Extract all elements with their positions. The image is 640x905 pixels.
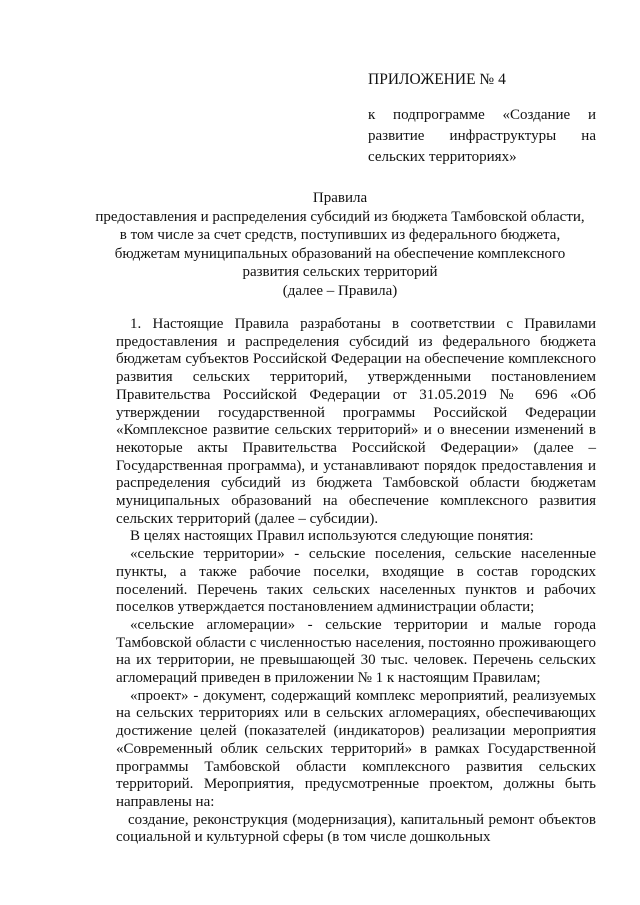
title-line: бюджетам муниципальных образований на обеспечение комплексного (114, 245, 566, 262)
title-line: предоставления и распределения субсидий из бюджета Тамбовской области, (95, 208, 585, 225)
appendix-subtitle: к подпрограмме «Создание и развитие инфраструктуры на сельских территориях» (368, 107, 596, 165)
document-title (80, 189, 600, 301)
paragraph: «сельские агломерации» - сельские территории и малые города Тамбовской области с численностью населения, постоянно проживающего на их территории, не превышающей 30 тыс. человек. Перечень сельских агломераций приведен в приложении № 1 к настоящим Правилам; (116, 616, 596, 687)
paragraph: В целях настоящих Правил используются следующие понятия: (130, 528, 534, 545)
paragraph: 1. Настоящие Правила разработаны в соответствии с Правилами предоставления и распределения субсидий из федерального бюджета бюджетам субъектов Российской Федерации на обеспечение комплексного развития сельских территорий, утвержденными постановлением Правительства Российской Федерации от 31.05.2019 № 696 «Об утверждении государственной программы Российской Федерации «Комплексное развитие сельских территорий» и о внесении изменений в некоторые акты Правительства Российской Федерации» (далее – Государственная программа), и устанавливают порядок предоставления и распределения субсидий из бюджета Тамбовской области бюджетам муниципальных образований на обеспечение комплексного развития сельских территорий (далее – субсидии). (116, 316, 596, 527)
title-line: развития сельских территорий (242, 264, 438, 281)
paragraph: «сельские территории» - сельские поселения, сельские населенные пункты, а также рабочие поселки, входящие в состав городских поселений. Перечень таких сельских населенных пунктов и рабочих поселков утверждается постановлением администрации области; (116, 546, 596, 616)
title-line: в том числе за счет средств, поступивших из федерального бюджета, (119, 227, 561, 244)
paragraph: создание, реконструкция (модернизация), капитальный ремонт объектов социальной и культурной сферы (в том числе дошкольных (116, 811, 596, 846)
title-line: Правила (312, 190, 368, 206)
title-line: (далее – Правила) (282, 282, 398, 299)
appendix-label: ПРИЛОЖЕНИЕ № 4 (368, 71, 506, 88)
document-body (116, 316, 596, 847)
paragraph: «проект» - документ, содержащий комплекс мероприятий, реализуемых на сельских территориях или в сельских агломерациях, обеспечивающих достижение целей (показателей (индикаторов) реализации мероприятия «Современный облик сельских территорий» в рамках Государственной программы Тамбовской области комплексного развития сельских территорий. Мероприятия, предусмотренные проектом, должны быть направлены на: (116, 687, 596, 810)
